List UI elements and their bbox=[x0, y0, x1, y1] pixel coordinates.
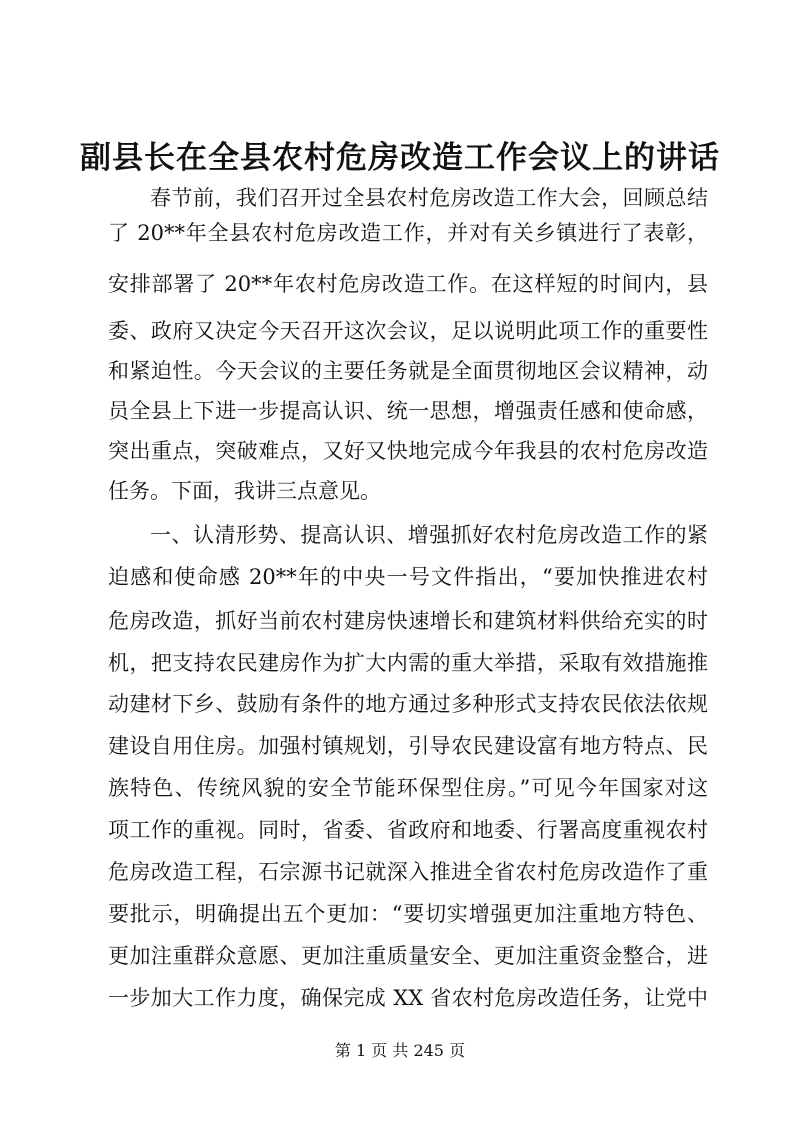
paragraph-line: 项工作的重视。同时，省委、省政府和地委、行署高度重视农村 bbox=[108, 818, 708, 842]
paragraph-line: 一、认清形势、提高认识、增强抓好农村危房改造工作的紧 bbox=[150, 523, 708, 547]
document-title: 副县长在全县农村危房改造工作会议上的讲话 bbox=[80, 140, 720, 176]
paragraph-line: 了 20**年全县农村危房改造工作，并对有关乡镇进行了表彰， bbox=[108, 221, 708, 245]
paragraph-line: 机，把支持农民建房作为扩大内需的重大举措，采取有效措施推 bbox=[108, 651, 708, 675]
paragraph-line: 和紧迫性。今天会议的主要任务就是全面贯彻地区会议精神，动 bbox=[108, 359, 708, 383]
paragraph-line: 危房改造工程，石宗源书记就深入推进全省农村危房改造作了重 bbox=[108, 860, 708, 884]
paragraph-line: 要批示，明确提出五个更加：“要切实增强更加注重地方特色、 bbox=[108, 902, 708, 926]
paragraph-line: 突出重点，突破难点，又好又快地完成今年我县的农村危房改造 bbox=[108, 439, 708, 463]
paragraph-line: 一步加大工作力度，确保完成 XX 省农村危房改造任务，让党中 bbox=[108, 986, 708, 1010]
paragraph-line: 任务。下面，我讲三点意见。 bbox=[108, 479, 381, 503]
paragraph-line: 危房改造，抓好当前农村建房快速增长和建筑材料供给充实的时 bbox=[108, 609, 708, 633]
paragraph-line: 族特色、传统风貌的安全节能环保型住房。”可见今年国家对这 bbox=[108, 776, 708, 800]
paragraph-line: 更加注重群众意愿、更加注重质量安全、更加注重资金整合，进 bbox=[108, 944, 708, 968]
page-number-footer: 第 1 页 共 245 页 bbox=[334, 1041, 466, 1060]
paragraph-line: 员全县上下进一步提高认识、统一思想，增强责任感和使命感， bbox=[108, 399, 708, 423]
paragraph-line: 建设自用住房。加强村镇规划，引导农民建设富有地方特点、民 bbox=[108, 734, 708, 758]
paragraph-line: 春节前，我们召开过全县农村危房改造工作大会，回顾总结 bbox=[150, 186, 708, 210]
paragraph-line: 动建材下乡、鼓励有条件的地方通过多种形式支持农民依法依规 bbox=[108, 692, 708, 716]
paragraph-line: 迫感和使命感 20**年的中央一号文件指出，“要加快推进农村 bbox=[108, 565, 708, 589]
paragraph-line: 安排部署了 20**年农村危房改造工作。在这样短的时间内，县 bbox=[108, 272, 708, 296]
paragraph-line: 委、政府又决定今天召开这次会议，足以说明此项工作的重要性 bbox=[108, 319, 708, 343]
